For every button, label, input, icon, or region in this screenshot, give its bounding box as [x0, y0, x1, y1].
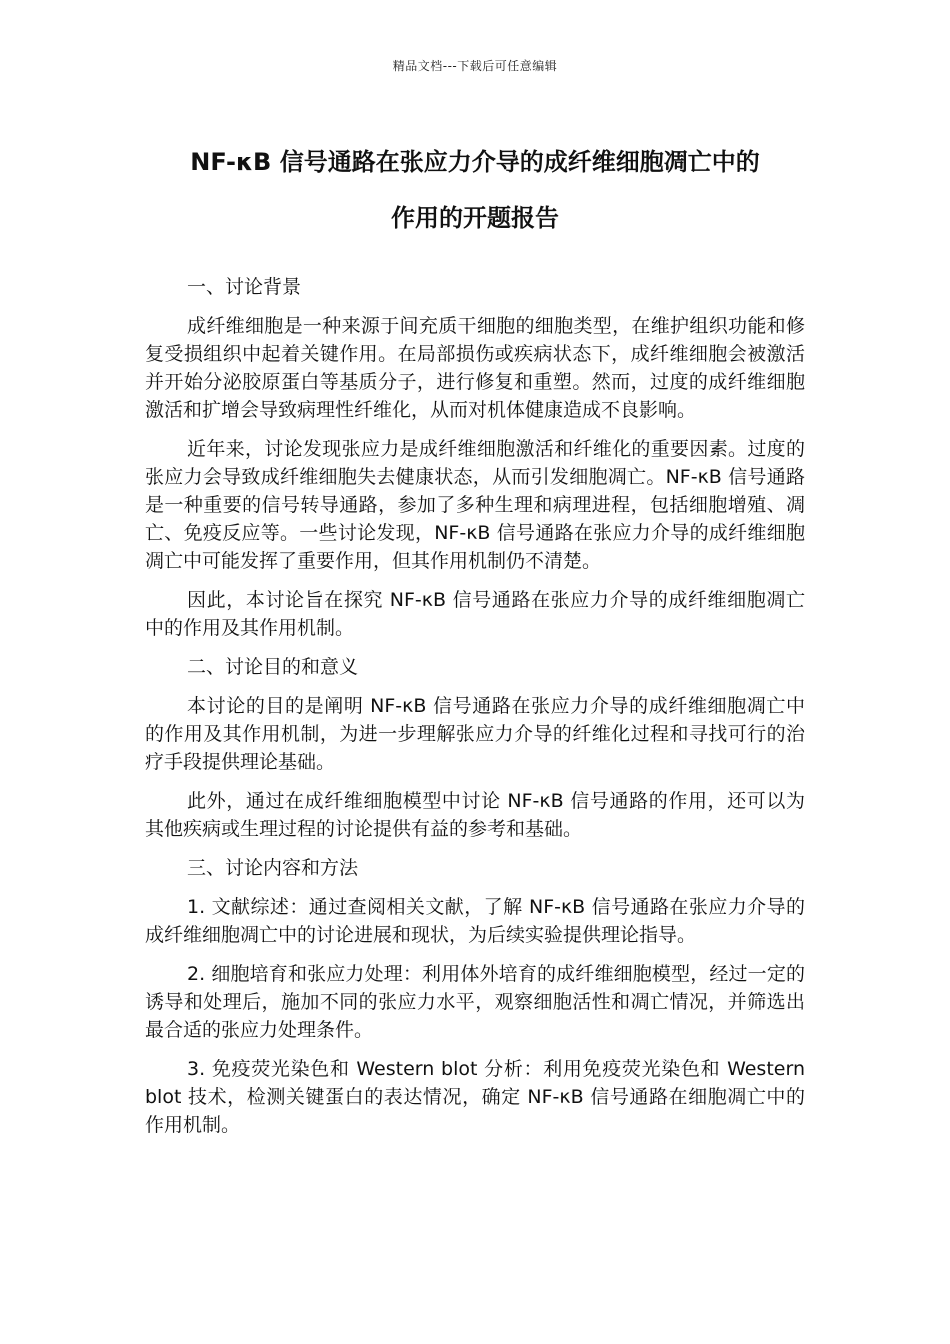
section-heading-methods: 三、讨论内容和方法: [187, 857, 359, 879]
paragraph: 3. 免疫荧光染色和 Western blot 分析：利用免疫荧光染色和 Western blot 技术，检测关键蛋白的表达情况，确定 NF-κB 信号通路在细胞凋亡中的作用机制。: [145, 1058, 805, 1136]
paragraph: 此外，通过在成纤维细胞模型中讨论 NF-κB 信号通路的作用，还可以为其他疾病或生理过程的讨论提供有益的参考和基础。: [145, 790, 805, 840]
paragraph: 近年来，讨论发现张应力是成纤维细胞激活和纤维化的重要因素。过度的张应力会导致成纤维细胞失去健康状态，从而引发细胞凋亡。NF-κB 信号通路是一种重要的信号转导通路，参加了多种生理和病理进程，包括细胞增殖、凋亡、免疫反应等。一些讨论发现，NF-κB 信号通路在张应力介导的成纤维细胞凋亡中可能发挥了重要作用，但其作用机制仍不清楚。: [145, 438, 805, 572]
section-heading-background: 一、讨论背景: [187, 276, 302, 298]
paragraph: 因此，本讨论旨在探究 NF-κB 信号通路在张应力介导的成纤维细胞凋亡中的作用及其作用机制。: [145, 589, 805, 639]
document-body: [145, 273, 805, 1150]
paragraph: 本讨论的目的是阐明 NF-κB 信号通路在张应力介导的成纤维细胞凋亡中的作用及其作用机制，为进一步理解张应力介导的纤维化过程和寻找可行的治疗手段提供理论基础。: [145, 695, 805, 773]
paragraph: 2. 细胞培育和张应力处理：利用体外培育的成纤维细胞模型，经过一定的诱导和处理后，施加不同的张应力水平，观察细胞活性和凋亡情况，并筛选出最合适的张应力处理条件。: [145, 963, 805, 1041]
paragraph: 成纤维细胞是一种来源于间充质干细胞的细胞类型，在维护组织功能和修复受损组织中起着关键作用。在局部损伤或疾病状态下，成纤维细胞会被激活并开始分泌胶原蛋白等基质分子，进行修复和重塑。然而，过度的成纤维细胞激活和扩增会导致病理性纤维化，从而对机体健康造成不良影响。: [145, 315, 805, 421]
document-title-line-1: NF-κB 信号通路在张应力介导的成纤维细胞凋亡中的: [190, 148, 760, 176]
section-heading-purpose: 二、讨论目的和意义: [187, 656, 359, 678]
paragraph: 1. 文献综述：通过查阅相关文献，了解 NF-κB 信号通路在张应力介导的成纤维细胞凋亡中的讨论进展和现状，为后续实验提供理论指导。: [145, 896, 805, 946]
header-note: 精品文档---下载后可任意编辑: [392, 59, 558, 73]
document-title-line-2: 作用的开题报告: [391, 204, 559, 232]
